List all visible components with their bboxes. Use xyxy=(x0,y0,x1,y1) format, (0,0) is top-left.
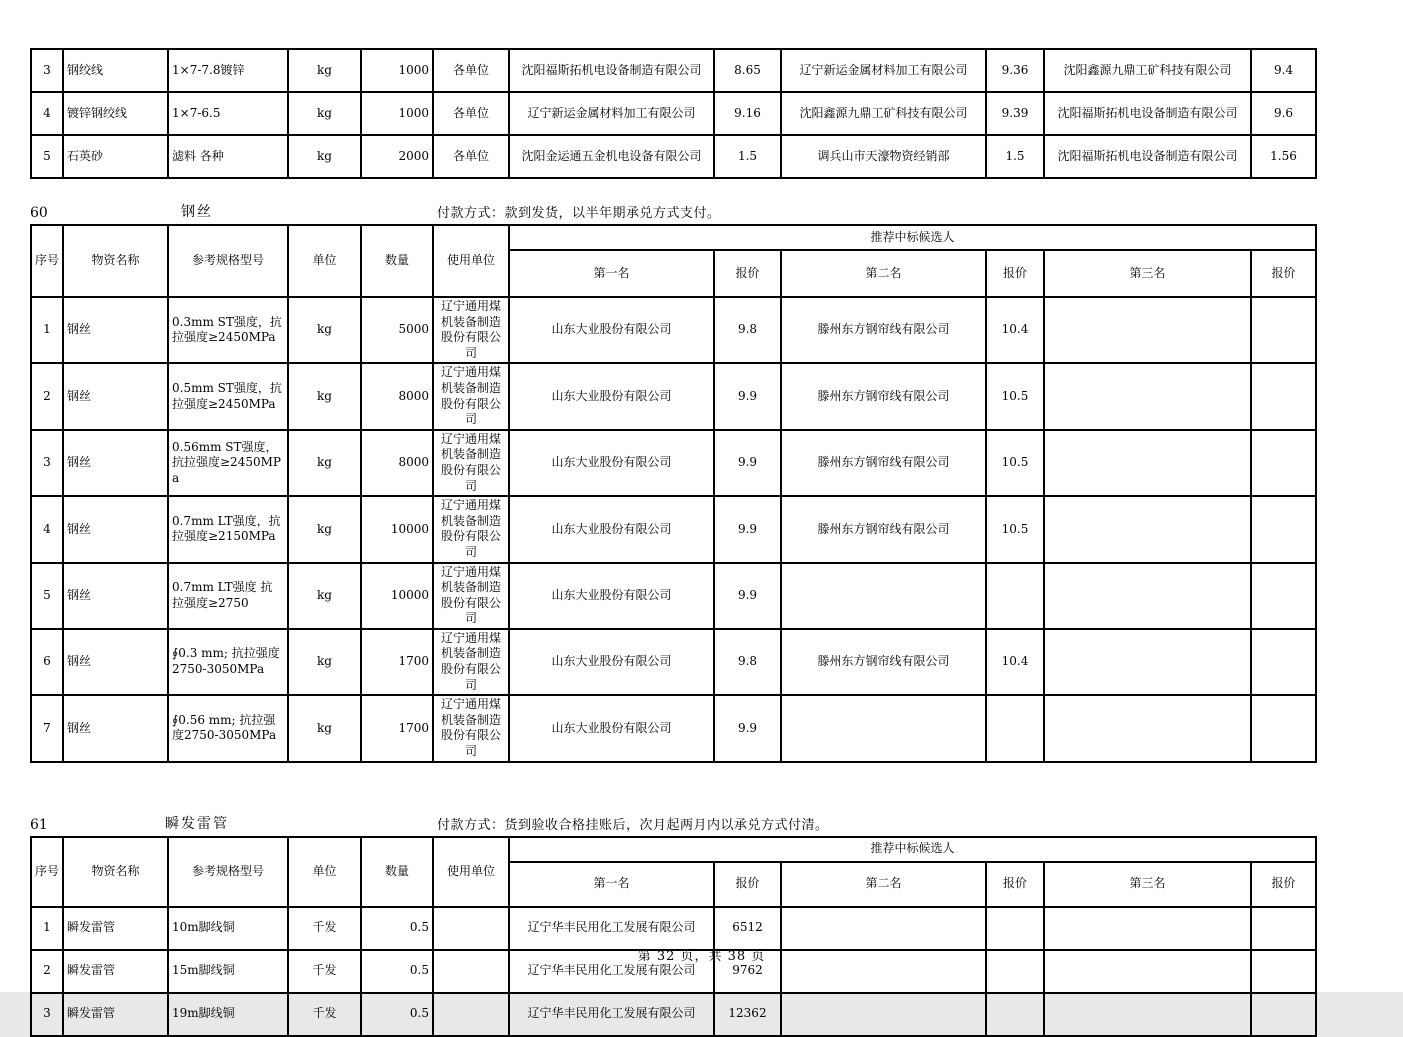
cell-unit: kg xyxy=(288,496,361,562)
cell-third-price xyxy=(1251,363,1316,429)
cell-first-price: 12362 xyxy=(714,993,781,1036)
cell-material-name: 瞬发雷管 xyxy=(63,993,168,1036)
cell-seq: 5 xyxy=(31,563,63,629)
cell-seq: 5 xyxy=(31,135,63,178)
col-header-third: 第三名 xyxy=(1044,862,1251,907)
cell-third-candidate xyxy=(1044,629,1251,695)
cell-unit: kg xyxy=(288,629,361,695)
cell-second-candidate: 滕州东方钢帘线有限公司 xyxy=(781,430,986,496)
cell-first-price: 9.9 xyxy=(714,695,781,761)
cell-unit: 千发 xyxy=(288,993,361,1036)
cell-quantity: 10000 xyxy=(361,496,433,562)
cell-third-price xyxy=(1251,695,1316,761)
col-header-price: 报价 xyxy=(1251,862,1316,907)
cell-material-name: 钢丝 xyxy=(63,363,168,429)
table-row xyxy=(31,135,1316,178)
cell-first-price: 6512 xyxy=(714,907,781,950)
cell-third-price xyxy=(1251,563,1316,629)
section-61-header xyxy=(30,813,1315,833)
cell-second-candidate: 辽宁新运金属材料加工有限公司 xyxy=(781,49,986,92)
cell-third-candidate: 沈阳福斯拓机电设备制造有限公司 xyxy=(1044,135,1251,178)
cell-first-price: 9.9 xyxy=(714,430,781,496)
cell-first-candidate: 辽宁华丰民用化工发展有限公司 xyxy=(509,907,714,950)
table-row xyxy=(31,496,1316,562)
cell-seq: 4 xyxy=(31,92,63,135)
cell-second-candidate xyxy=(781,695,986,761)
table-row xyxy=(31,695,1316,761)
cell-spec: 0.56mm ST强度，抗拉强度≥2450MPa xyxy=(168,430,288,496)
section-number: 61 xyxy=(30,816,48,833)
cell-third-price: 9.6 xyxy=(1251,92,1316,135)
cell-quantity: 1000 xyxy=(361,92,433,135)
continuation-table xyxy=(30,48,1317,179)
table-row xyxy=(31,629,1316,695)
cell-third-candidate: 沈阳鑫源九鼎工矿科技有限公司 xyxy=(1044,49,1251,92)
cell-third-price: 9.4 xyxy=(1251,49,1316,92)
cell-user-unit: 各单位 xyxy=(433,92,509,135)
cell-second-candidate: 滕州东方钢帘线有限公司 xyxy=(781,629,986,695)
cell-spec: ∮0.3 mm; 抗拉强度2750-3050MPa xyxy=(168,629,288,695)
cell-seq: 7 xyxy=(31,695,63,761)
payment-terms: 付款方式：货到验收合格挂账后，次月起两月内以承兑方式付清。 xyxy=(437,817,829,833)
cell-first-candidate: 沈阳福斯拓机电设备制造有限公司 xyxy=(509,49,714,92)
cell-spec: 0.7mm LT强度，抗拉强度≥2150MPa xyxy=(168,496,288,562)
cell-third-candidate xyxy=(1044,363,1251,429)
cell-seq: 2 xyxy=(31,363,63,429)
table-row xyxy=(31,49,1316,92)
col-header-second: 第二名 xyxy=(781,250,986,297)
col-header-third: 第三名 xyxy=(1044,250,1251,297)
cell-first-price: 9.9 xyxy=(714,363,781,429)
cell-third-candidate xyxy=(1044,563,1251,629)
cell-first-candidate: 山东大业股份有限公司 xyxy=(509,430,714,496)
col-header-material-name: 物资名称 xyxy=(63,225,168,297)
cell-second-candidate: 滕州东方钢帘线有限公司 xyxy=(781,297,986,363)
cell-second-price xyxy=(986,695,1044,761)
cell-seq: 1 xyxy=(31,907,63,950)
cell-spec: 19m脚线铜 xyxy=(168,993,288,1036)
cell-first-price: 8.65 xyxy=(714,49,781,92)
cell-unit: 千发 xyxy=(288,907,361,950)
cell-quantity: 2000 xyxy=(361,135,433,178)
cell-second-price: 10.4 xyxy=(986,629,1044,695)
cell-first-price: 1.5 xyxy=(714,135,781,178)
col-header-material-name: 物资名称 xyxy=(63,837,168,907)
cell-unit: kg xyxy=(288,297,361,363)
col-header-second: 第二名 xyxy=(781,862,986,907)
cell-material-name: 钢丝 xyxy=(63,563,168,629)
cell-material-name: 钢丝 xyxy=(63,430,168,496)
page-number: 第 32 页，共 38 页 xyxy=(637,949,766,964)
col-header-candidates: 推荐中标候选人 xyxy=(509,837,1316,862)
cell-seq: 4 xyxy=(31,496,63,562)
cell-third-price xyxy=(1251,907,1316,950)
cell-second-price xyxy=(986,907,1044,950)
col-header-quantity: 数量 xyxy=(361,837,433,907)
cell-second-price: 1.5 xyxy=(986,135,1044,178)
cell-third-price xyxy=(1251,993,1316,1036)
cell-second-price: 9.36 xyxy=(986,49,1044,92)
cell-third-candidate xyxy=(1044,496,1251,562)
cell-unit: kg xyxy=(288,49,361,92)
cell-third-candidate xyxy=(1044,297,1251,363)
cell-unit: kg xyxy=(288,92,361,135)
col-header-price: 报价 xyxy=(986,250,1044,297)
cell-user-unit xyxy=(433,907,509,950)
cell-seq: 2 xyxy=(31,950,63,993)
col-header-candidates: 推荐中标候选人 xyxy=(509,225,1316,250)
cell-quantity: 1700 xyxy=(361,629,433,695)
cell-user-unit: 辽宁通用煤机装备制造股份有限公司 xyxy=(433,496,509,562)
cell-third-price xyxy=(1251,297,1316,363)
cell-quantity: 5000 xyxy=(361,297,433,363)
table-row xyxy=(31,907,1316,950)
cell-third-price xyxy=(1251,496,1316,562)
cell-seq: 3 xyxy=(31,49,63,92)
cell-second-candidate xyxy=(781,993,986,1036)
cell-seq: 3 xyxy=(31,430,63,496)
cell-third-price xyxy=(1251,629,1316,695)
payment-terms: 付款方式：款到发货，以半年期承兑方式支付。 xyxy=(437,206,721,221)
cell-seq: 3 xyxy=(31,993,63,1036)
col-header-seq: 序号 xyxy=(31,837,63,907)
col-header-unit: 单位 xyxy=(288,225,361,297)
cell-spec: 0.3mm ST强度，抗拉强度≥2450MPa xyxy=(168,297,288,363)
table-row xyxy=(31,363,1316,429)
cell-spec: 1×7-6.5 xyxy=(168,92,288,135)
cell-first-candidate: 辽宁新运金属材料加工有限公司 xyxy=(509,92,714,135)
col-header-price: 报价 xyxy=(714,862,781,907)
table-row xyxy=(31,563,1316,629)
cell-first-candidate: 山东大业股份有限公司 xyxy=(509,629,714,695)
cell-third-candidate xyxy=(1044,993,1251,1036)
cell-material-name: 钢丝 xyxy=(63,629,168,695)
cell-user-unit: 辽宁通用煤机装备制造股份有限公司 xyxy=(433,629,509,695)
cell-quantity: 0.5 xyxy=(361,993,433,1036)
cell-third-candidate: 沈阳福斯拓机电设备制造有限公司 xyxy=(1044,92,1251,135)
cell-first-price: 9.16 xyxy=(714,92,781,135)
cell-third-price xyxy=(1251,430,1316,496)
cell-spec: 1×7-7.8镀锌 xyxy=(168,49,288,92)
cell-user-unit xyxy=(433,993,509,1036)
cell-seq: 1 xyxy=(31,297,63,363)
cell-unit: kg xyxy=(288,430,361,496)
col-header-spec: 参考规格型号 xyxy=(168,837,288,907)
cell-material-name: 瞬发雷管 xyxy=(63,950,168,993)
cell-first-candidate: 辽宁华丰民用化工发展有限公司 xyxy=(509,950,714,993)
cell-quantity: 1000 xyxy=(361,49,433,92)
cell-unit: kg xyxy=(288,135,361,178)
cell-quantity: 10000 xyxy=(361,563,433,629)
cell-quantity: 8000 xyxy=(361,363,433,429)
section-number: 60 xyxy=(30,205,48,221)
cell-user-unit: 辽宁通用煤机装备制造股份有限公司 xyxy=(433,363,509,429)
table-row xyxy=(31,430,1316,496)
cell-second-candidate xyxy=(781,907,986,950)
cell-first-candidate: 山东大业股份有限公司 xyxy=(509,563,714,629)
col-header-user-unit: 使用单位 xyxy=(433,837,509,907)
cell-quantity: 1700 xyxy=(361,695,433,761)
cell-first-candidate: 山东大业股份有限公司 xyxy=(509,363,714,429)
cell-second-candidate: 调兵山市天濠物资经销部 xyxy=(781,135,986,178)
table-row xyxy=(31,993,1316,1036)
col-header-price: 报价 xyxy=(986,862,1044,907)
cell-second-candidate: 滕州东方钢帘线有限公司 xyxy=(781,363,986,429)
cell-material-name: 钢丝 xyxy=(63,695,168,761)
cell-second-price xyxy=(986,563,1044,629)
section-60-table xyxy=(30,224,1317,763)
cell-quantity: 0.5 xyxy=(361,950,433,993)
cell-material-name: 钢丝 xyxy=(63,496,168,562)
col-header-user-unit: 使用单位 xyxy=(433,225,509,297)
section-title: 瞬发雷管 xyxy=(165,815,229,832)
col-header-first: 第一名 xyxy=(509,250,714,297)
cell-first-candidate: 沈阳金运通五金机电设备有限公司 xyxy=(509,135,714,178)
cell-spec: 15m脚线铜 xyxy=(168,950,288,993)
cell-second-price xyxy=(986,993,1044,1036)
cell-quantity: 8000 xyxy=(361,430,433,496)
cell-spec: 滤料 各种 xyxy=(168,135,288,178)
cell-material-name: 石英砂 xyxy=(63,135,168,178)
cell-second-price: 10.5 xyxy=(986,430,1044,496)
section-61-table xyxy=(30,836,1317,1037)
cell-quantity: 0.5 xyxy=(361,907,433,950)
cell-unit: kg xyxy=(288,695,361,761)
cell-third-candidate xyxy=(1044,430,1251,496)
cell-second-candidate xyxy=(781,563,986,629)
col-header-seq: 序号 xyxy=(31,225,63,297)
col-header-spec: 参考规格型号 xyxy=(168,225,288,297)
cell-spec: 0.7mm LT强度 抗拉强度≥2750 xyxy=(168,563,288,629)
cell-first-price: 9.8 xyxy=(714,629,781,695)
col-header-quantity: 数量 xyxy=(361,225,433,297)
cell-third-candidate xyxy=(1044,695,1251,761)
col-header-first: 第一名 xyxy=(509,862,714,907)
cell-user-unit: 辽宁通用煤机装备制造股份有限公司 xyxy=(433,297,509,363)
section-60-header xyxy=(30,201,1315,221)
cell-unit: kg xyxy=(288,563,361,629)
cell-first-price: 9762 xyxy=(714,950,781,993)
cell-material-name: 钢丝 xyxy=(63,297,168,363)
cell-first-candidate: 辽宁华丰民用化工发展有限公司 xyxy=(509,993,714,1036)
cell-spec: ∮0.56 mm; 抗拉强度2750-3050MPa xyxy=(168,695,288,761)
cell-first-price: 9.9 xyxy=(714,563,781,629)
cell-user-unit: 辽宁通用煤机装备制造股份有限公司 xyxy=(433,695,509,761)
cell-first-price: 9.8 xyxy=(714,297,781,363)
col-header-unit: 单位 xyxy=(288,837,361,907)
cell-spec: 0.5mm ST强度，抗拉强度≥2450MPa xyxy=(168,363,288,429)
cell-unit: kg xyxy=(288,363,361,429)
table-row xyxy=(31,92,1316,135)
cell-seq: 6 xyxy=(31,629,63,695)
cell-first-candidate: 山东大业股份有限公司 xyxy=(509,695,714,761)
cell-first-price: 9.9 xyxy=(714,496,781,562)
cell-user-unit: 各单位 xyxy=(433,135,509,178)
cell-second-candidate: 沈阳鑫源九鼎工矿科技有限公司 xyxy=(781,92,986,135)
cell-second-price: 10.4 xyxy=(986,297,1044,363)
cell-third-candidate xyxy=(1044,907,1251,950)
cell-user-unit: 辽宁通用煤机装备制造股份有限公司 xyxy=(433,430,509,496)
top-margin xyxy=(0,0,1403,48)
cell-second-price: 10.5 xyxy=(986,496,1044,562)
cell-first-candidate: 山东大业股份有限公司 xyxy=(509,297,714,363)
cell-second-price: 10.5 xyxy=(986,363,1044,429)
cell-second-price: 9.39 xyxy=(986,92,1044,135)
cell-first-candidate: 山东大业股份有限公司 xyxy=(509,496,714,562)
cell-spec: 10m脚线铜 xyxy=(168,907,288,950)
cell-user-unit: 辽宁通用煤机装备制造股份有限公司 xyxy=(433,563,509,629)
table-row xyxy=(31,297,1316,363)
cell-material-name: 镀锌钢绞线 xyxy=(63,92,168,135)
section-title: 钢丝 xyxy=(181,204,213,220)
cell-third-price: 1.56 xyxy=(1251,135,1316,178)
col-header-price: 报价 xyxy=(714,250,781,297)
col-header-price: 报价 xyxy=(1251,250,1316,297)
cell-material-name: 钢绞线 xyxy=(63,49,168,92)
cell-second-candidate: 滕州东方钢帘线有限公司 xyxy=(781,496,986,562)
cell-unit: 千发 xyxy=(288,950,361,993)
cell-user-unit: 各单位 xyxy=(433,49,509,92)
cell-material-name: 瞬发雷管 xyxy=(63,907,168,950)
